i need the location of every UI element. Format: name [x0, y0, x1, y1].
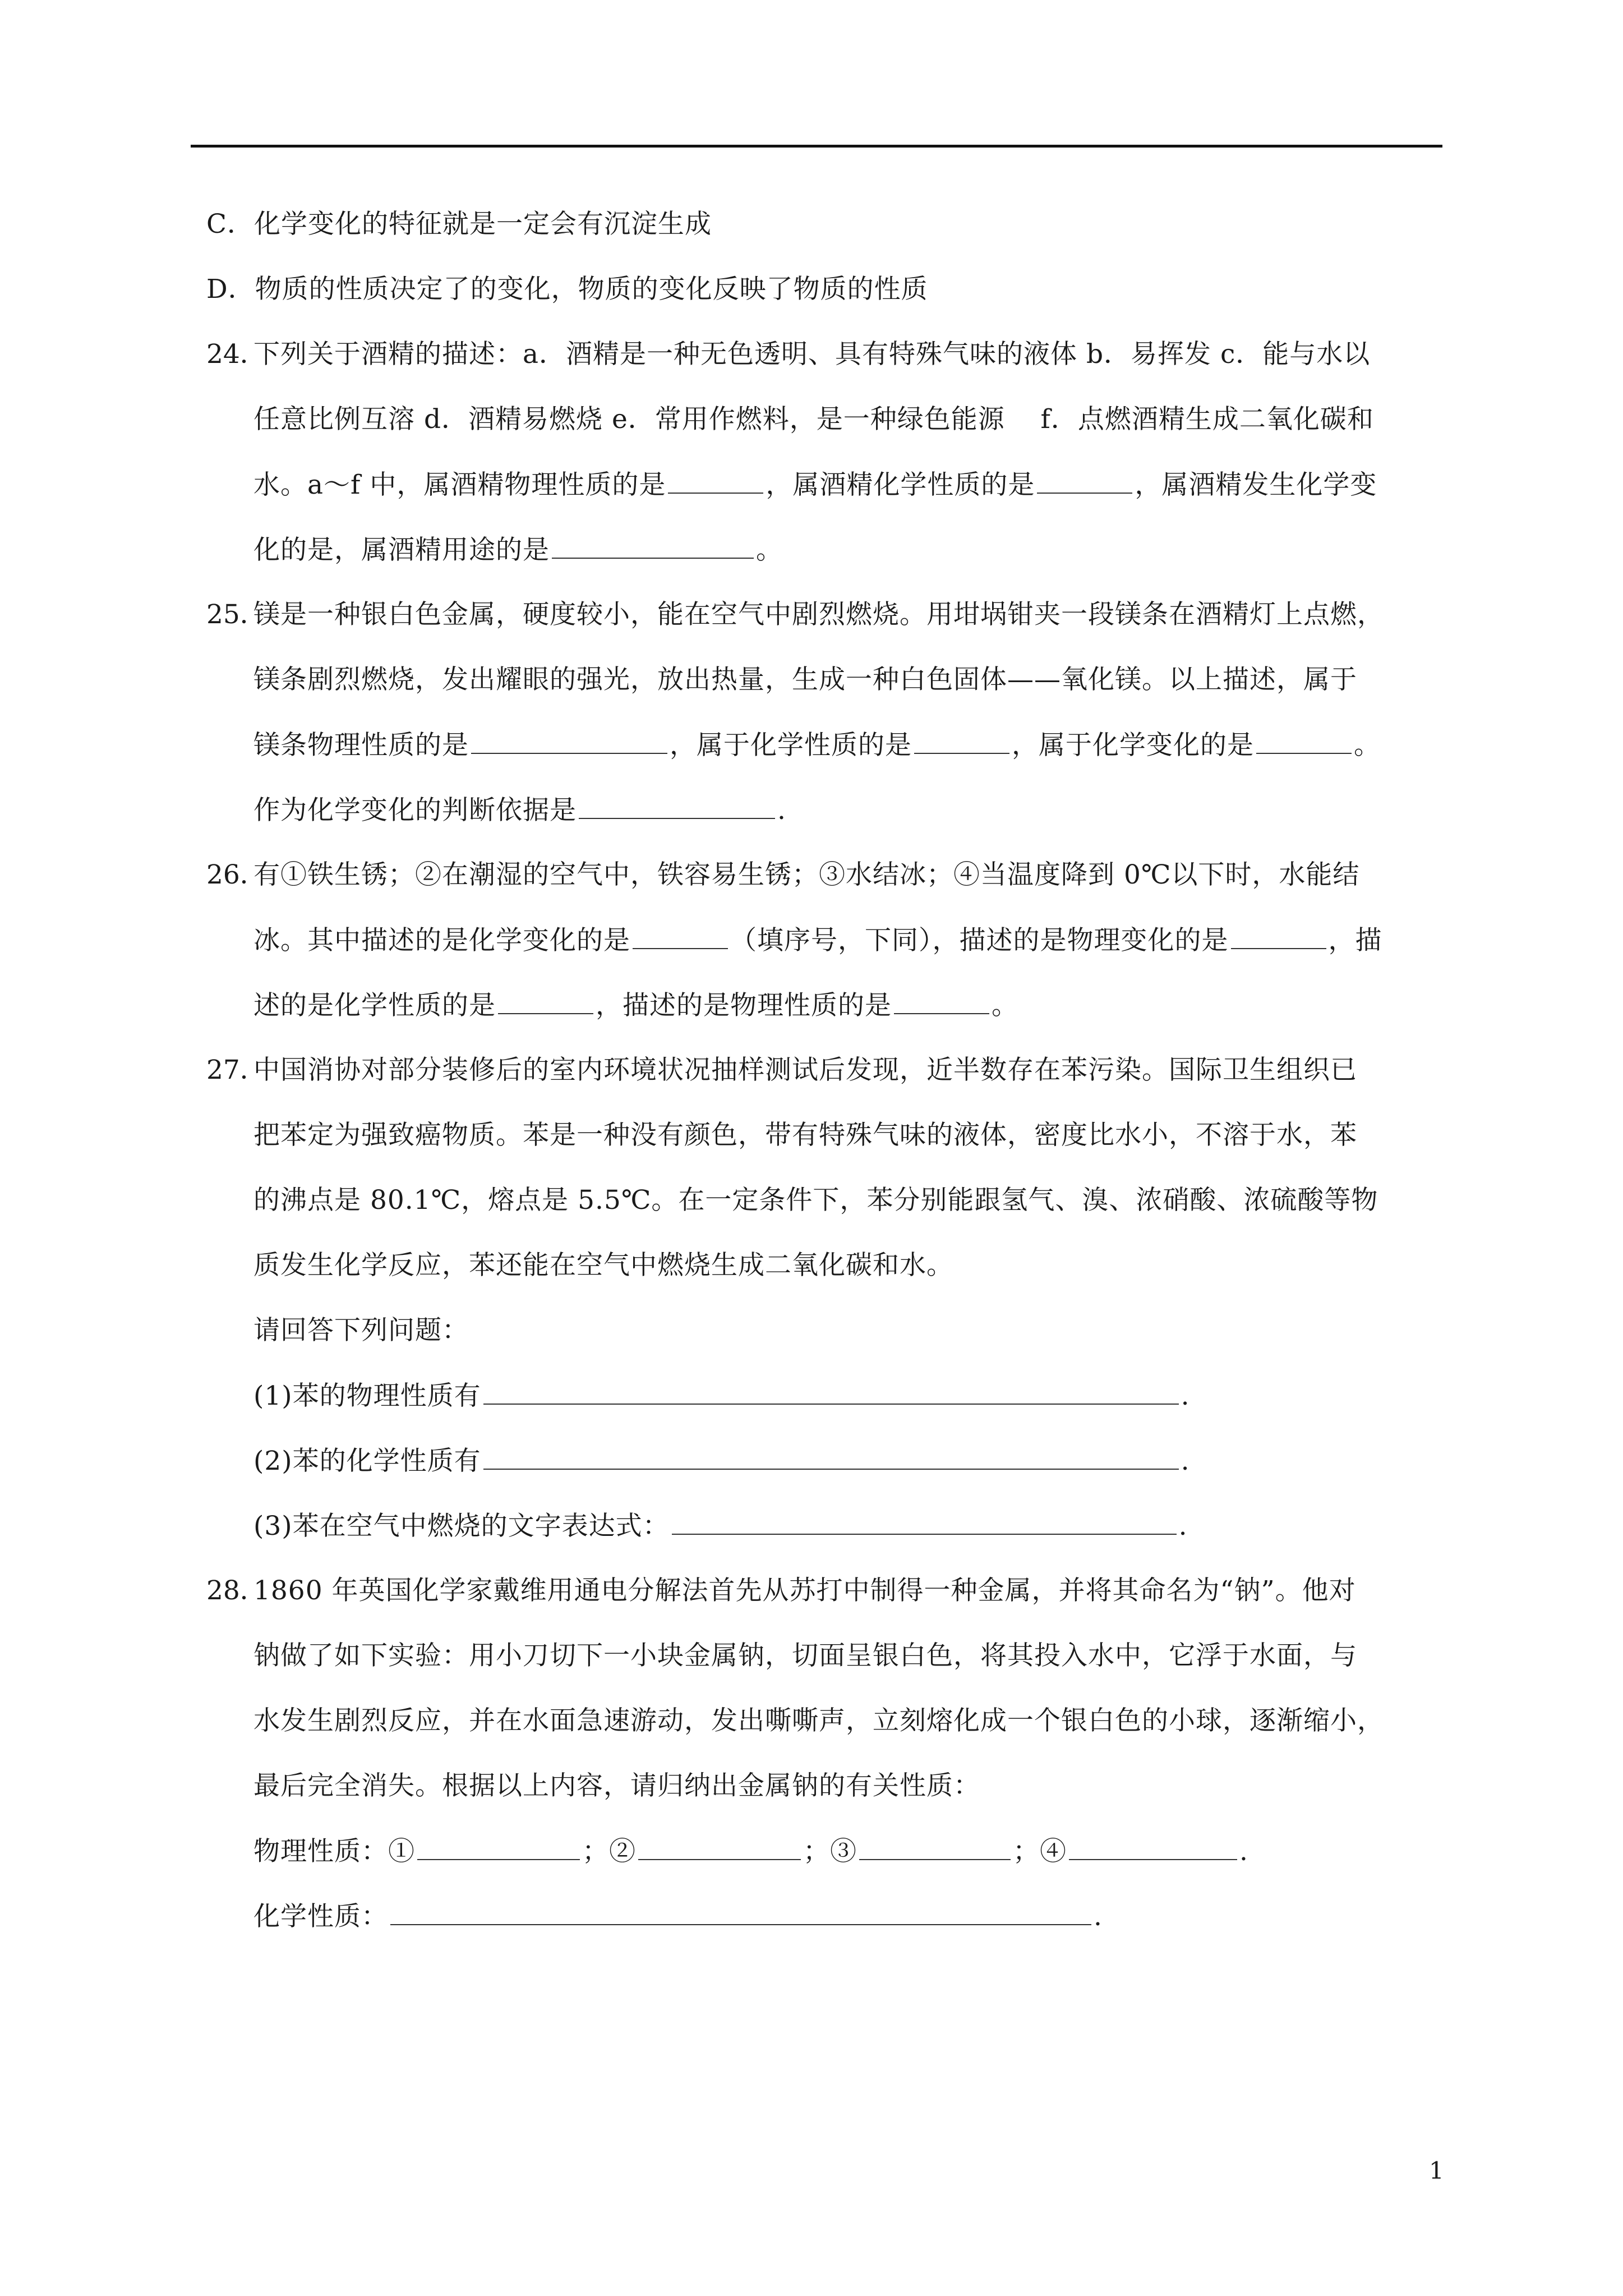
question-26-line-2: 冰。其中描述的是化学变化的是 （填序号，下同），描述的是物理变化的是 ，描 — [253, 923, 1382, 958]
question-27-line-5: 请回答下列问题： — [253, 1315, 469, 1346]
answer-blank[interactable] — [894, 988, 989, 1014]
question-25-number: 25． — [206, 599, 266, 630]
answer-blank[interactable] — [579, 793, 775, 819]
question-27-line-1: 中国消协对部分装修后的室内环境状况抽样测试后发现，近半数存在苯污染。国际卫生组织已 — [253, 1055, 1357, 1085]
answer-blank[interactable] — [552, 533, 754, 559]
answer-blank[interactable] — [638, 1834, 801, 1860]
answer-blank[interactable] — [668, 468, 763, 494]
question-25-line-1: 镁是一种银白色金属，硬度较小，能在空气中剧烈燃烧。用坩埚钳夹一段镁条在酒精灯上点燃， — [253, 599, 1384, 630]
question-28-line-2: 钠做了如下实验：用小刀切下一小块金属钠，切面呈银白色，将其投入水中，它浮于水面，与 — [253, 1640, 1357, 1671]
page-number: 1 — [1429, 2157, 1444, 2184]
answer-blank[interactable] — [633, 923, 728, 949]
question-28-line-3: 水发生剧烈反应，并在水面急速游动，发出嘶嘶声，立刻熔化成一个银白色的小球，逐渐缩小， — [253, 1705, 1384, 1736]
question-27-number: 27． — [206, 1055, 266, 1085]
question-26-line-3: 述的是化学性质的是 ，描述的是物理性质的是 。 — [253, 988, 1018, 1023]
question-27-sub-3: (3)苯在空气中燃烧的文字表达式： . — [253, 1509, 1188, 1543]
answer-blank[interactable] — [914, 728, 1009, 754]
question-27-line-4: 质发生化学反应，苯还能在空气中燃烧生成二氧化碳和水。 — [253, 1250, 953, 1281]
question-26-number: 26． — [206, 859, 266, 890]
answer-blank[interactable] — [1231, 923, 1326, 949]
question-28-physical-properties: 物理性质：① ；② ；③ ；④ . — [253, 1834, 1248, 1869]
question-27-line-2: 把苯定为强致癌物质。苯是一种没有颜色，带有特殊气味的液体，密度比水小，不溶于水，苯 — [253, 1120, 1357, 1151]
answer-blank[interactable] — [483, 1379, 1179, 1405]
answer-blank[interactable] — [390, 1899, 1091, 1925]
question-26-line-1: 有①铁生锈；②在潮湿的空气中，铁容易生锈；③水结冰；④当温度降到 0℃以下时，水能结 — [253, 859, 1360, 890]
question-24-number: 24． — [206, 339, 266, 370]
question-28-line-1: 1860 年英国化学家戴维用通电分解法首先从苏打中制得一种金属，并将其命名为“钠”。他对 — [253, 1575, 1356, 1606]
answer-blank[interactable] — [483, 1444, 1179, 1470]
answer-blank[interactable] — [859, 1834, 1011, 1860]
answer-blank[interactable] — [1069, 1834, 1237, 1860]
question-25-line-2: 镁条剧烈燃烧，发出耀眼的强光，放出热量，生成一种白色固体——氧化镁。以上描述，属于 — [253, 664, 1357, 695]
answer-blank[interactable] — [1256, 728, 1352, 754]
question-25-line-4: 作为化学变化的判断依据是 . — [253, 793, 786, 827]
answer-blank[interactable] — [672, 1509, 1177, 1535]
question-27-line-3: 的沸点是 80.1℃，熔点是 5.5℃。在一定条件下，苯分别能跟氢气、溴、浓硝酸、浓硫酸等物 — [253, 1185, 1378, 1216]
answer-blank[interactable] — [471, 728, 667, 754]
question-25-line-3: 镁条物理性质的是 ，属于化学性质的是 ，属于化学变化的是 。 — [253, 728, 1381, 762]
option-c: C．化学变化的特征就是一定会有沉淀生成 — [206, 209, 712, 240]
header-rule — [191, 145, 1442, 148]
question-28-number: 28． — [206, 1575, 266, 1606]
answer-blank[interactable] — [417, 1834, 580, 1860]
question-24-line-4: 化的是，属酒精用途的是 。 — [253, 533, 783, 567]
answer-blank[interactable] — [498, 988, 593, 1014]
question-24-line-1: 下列关于酒精的描述：a．酒精是一种无色透明、具有特殊气味的液体 b．易挥发 c．能与水以 — [253, 339, 1371, 370]
option-d: D．物质的性质决定了的变化，物质的变化反映了物质的性质 — [206, 274, 928, 305]
question-24-line-2: 任意比例互溶 d．酒精易燃烧 e．常用作燃料，是一种绿色能源 f．点燃酒精生成二氧化碳和 — [253, 404, 1374, 435]
question-28-chemical-properties: 化学性质： . — [253, 1899, 1103, 1934]
question-27-sub-2: (2)苯的化学性质有 . — [253, 1444, 1190, 1478]
answer-blank[interactable] — [1037, 468, 1132, 494]
question-28-line-4: 最后完全消失。根据以上内容，请归纳出金属钠的有关性质： — [253, 1770, 980, 1801]
question-24-line-3: 水。a～f 中，属酒精物理性质的是 ，属酒精化学性质的是 ，属酒精发生化学变 — [253, 468, 1377, 502]
question-27-sub-1: (1)苯的物理性质有 . — [253, 1379, 1190, 1413]
